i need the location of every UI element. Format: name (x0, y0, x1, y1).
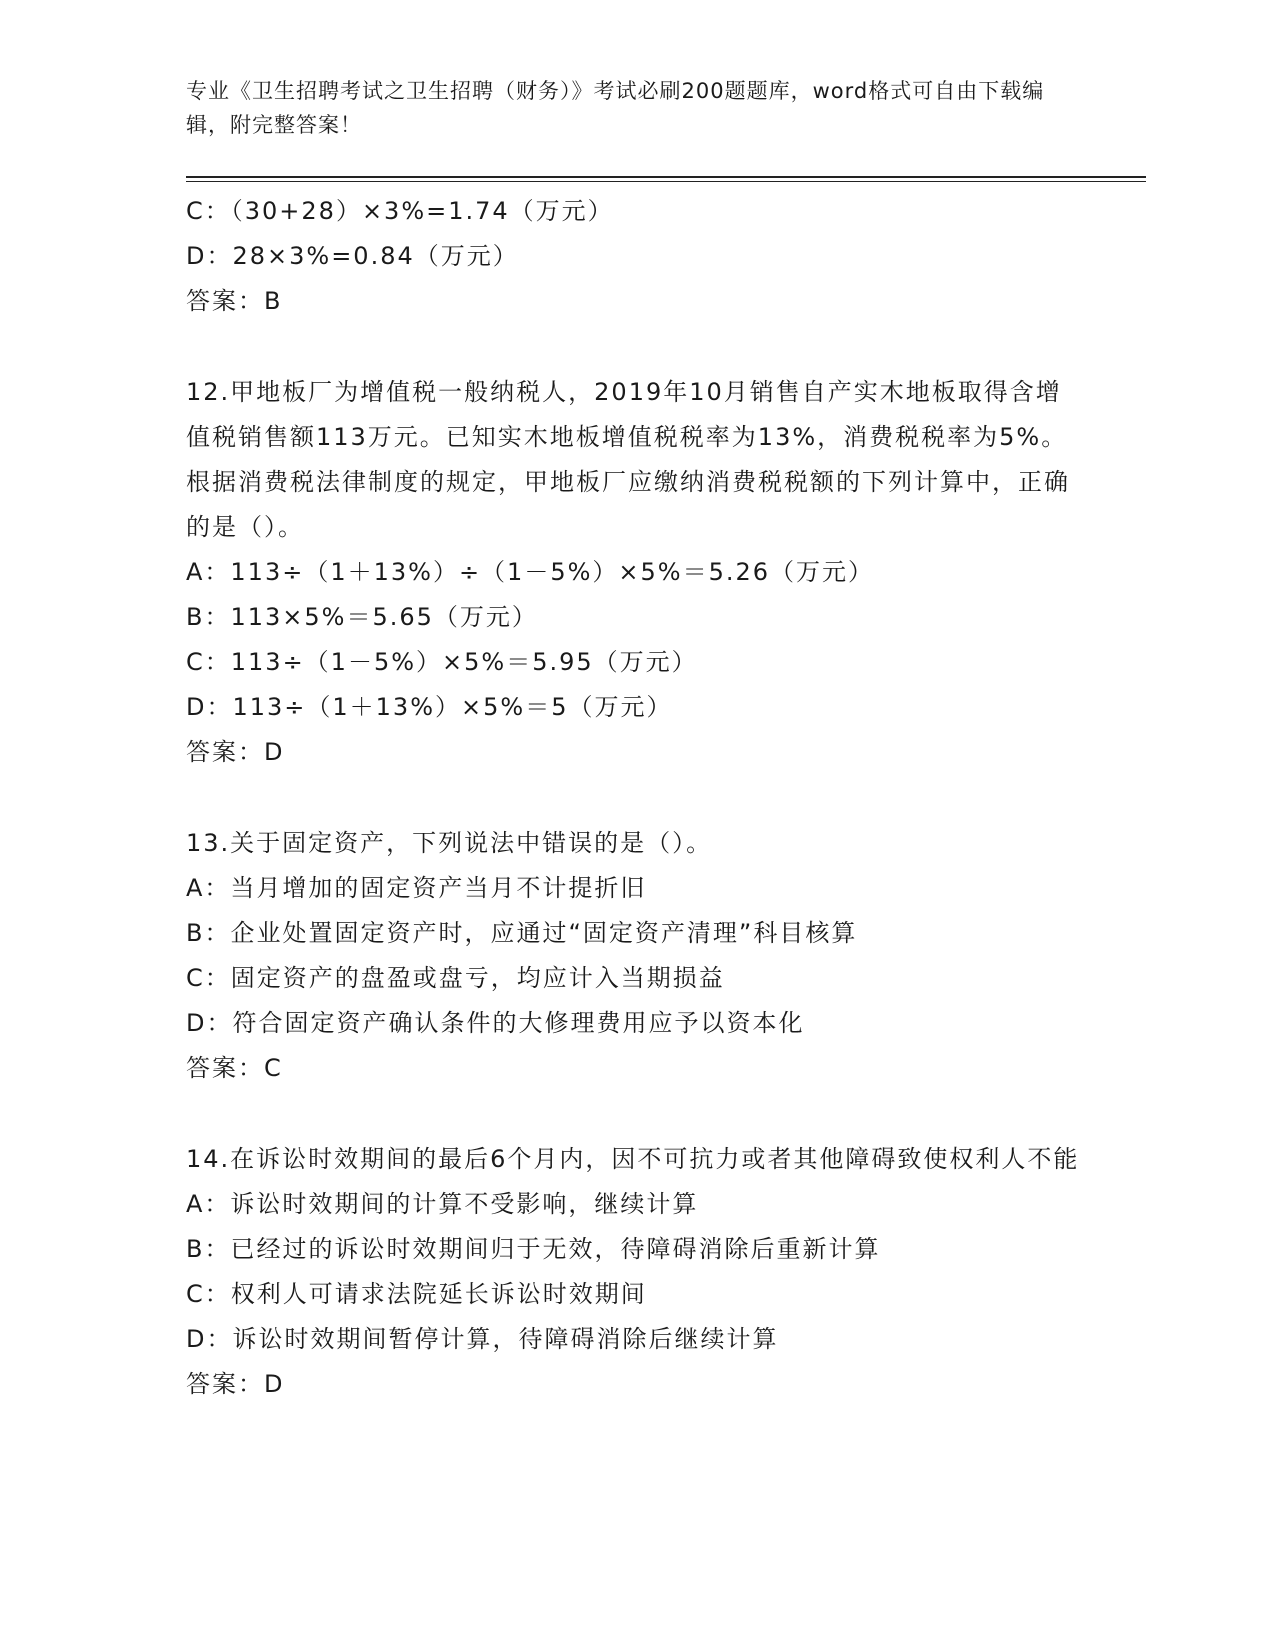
answer-line: 答案：C (186, 1054, 283, 1082)
option-a: A：诉讼时效期间的计算不受影响，继续计算 (186, 1190, 699, 1218)
option-c: C：权利人可请求法院延长诉讼时效期间 (186, 1280, 647, 1308)
answer-line: 答案：B (186, 287, 283, 315)
option-c: C：113÷（1－5%）×5%＝5.95（万元） (186, 648, 698, 676)
answer-line: 答案：D (186, 738, 285, 766)
answer-line: 答案：D (186, 1370, 285, 1398)
question-text: 12.甲地板厂为增值税一般纳税人，2019年10月销售自产实木地板取得含增值税销售额113万元。已知实木地板增值税税率为13%，消费税税率为5%。根据消费税法律制度的规定，甲地板厂应缴纳消费税税额的下列计算中，正确的是（）。 (186, 378, 1070, 541)
question-12 (186, 370, 1086, 775)
option-d: D：28×3%=0.84（万元） (186, 242, 519, 270)
question-13 (186, 821, 1086, 1091)
question-text: 13.关于固定资产，下列说法中错误的是（）。 (186, 829, 713, 857)
header-rule-thick (186, 176, 1146, 178)
header-rule-thin (186, 181, 1146, 182)
option-a: A：当月增加的固定资产当月不计提折旧 (186, 874, 647, 902)
prev-question-tail (186, 189, 1086, 324)
option-d: D：113÷（1＋13%）×5%＝5（万元） (186, 693, 673, 721)
header-title: 专业《卫生招聘考试之卫生招聘（财务）》考试必刷200题题库，word格式可自由下载编辑，附完整答案！ (186, 79, 1045, 137)
question-text: 14.在诉讼时效期间的最后6个月内，因不可抗力或者其他障碍致使权利人不能 (186, 1145, 1080, 1173)
document-body (186, 189, 1086, 1407)
option-d: D：符合固定资产确认条件的大修理费用应予以资本化 (186, 1009, 805, 1037)
option-b: B：已经过的诉讼时效期间归于无效，待障碍消除后重新计算 (186, 1235, 881, 1263)
option-a: A：113÷（1＋13%）÷（1－5%）×5%＝5.26（万元） (186, 558, 875, 586)
option-c: C：（30+28）×3%=1.74（万元） (186, 197, 614, 225)
document-header (186, 74, 1066, 142)
option-b: B：113×5%＝5.65（万元） (186, 603, 538, 631)
option-b: B：企业处置固定资产时，应通过“固定资产清理”科目核算 (186, 919, 858, 947)
option-d: D：诉讼时效期间暂停计算，待障碍消除后继续计算 (186, 1325, 779, 1353)
question-14 (186, 1137, 1086, 1407)
option-c: C：固定资产的盘盈或盘亏，均应计入当期损益 (186, 964, 725, 992)
